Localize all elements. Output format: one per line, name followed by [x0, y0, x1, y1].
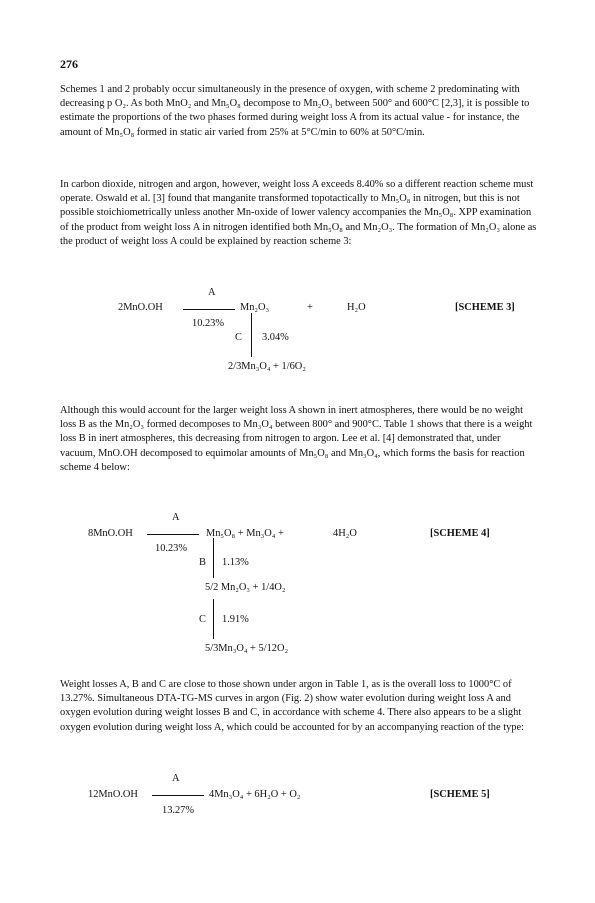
- scheme3-percent-c: 3.04%: [262, 332, 289, 343]
- scheme4-final-products: 5/3Mn₃O₄ + 5/12O₂: [205, 643, 289, 654]
- scheme4-arrow: [147, 534, 199, 535]
- scheme4-step-b: 5/2 Mn₂O₃ + 1/4O₂: [205, 582, 286, 593]
- scheme5-arrow: [152, 795, 204, 796]
- scheme3-arrow: [183, 309, 235, 310]
- scheme3-percent-a: 10.23%: [192, 318, 225, 329]
- scheme3-product-2: H₂O: [347, 302, 366, 313]
- paragraph-3: Although this would account for the larger weight loss A shown in inert atmospheres, there would be no weight loss B as the Mn₂O₃ formed decomposes to Mn₃O₄ between 800° and 900°C. Table 1 shows that there is a weight loss B in inert atmospheres, this decreasing from nitrogen to argon. Lee et al. [4] demonstrated that, under vacuum, MnO.OH decomposed to equimolar amounts of Mn₅O₈ and Mn₃O₄, which forms the basis for reaction scheme 4 below:: [60, 405, 533, 473]
- scheme5-tag: [SCHEME 5]: [430, 789, 490, 800]
- paragraph-1: Schemes 1 and 2 probably occur simultaneously in the presence of oxygen, with scheme 2 predominating with decreasing p O₂. As both MnO₂ and Mn₅O₈ decompose to Mn₂O₃ between 500° and 600°C [2,3], it is possible to estimate the proportions of the two phases formed during weight loss A from its actual value - for instance, the amount of Mn₅O₈ formed in static air varied from 25% at 5°C/min to 60% at 50°C/min.: [60, 84, 530, 138]
- scheme4-label-c: C: [199, 614, 206, 625]
- paragraph-4: Weight losses A, B and C are close to those shown under argon in Table 1, as is the overall loss to 1000°C of 13.27%. Simultaneous DTA-TG-MS curves in argon (Fig. 2) show water evolution during weight loss A and oxygen evolution during weight losses B and C, in accordance with scheme 4. There also appears to be a slight oxygen evolution during weight loss A, which could be accounted for by an accompanying reaction of the type:: [60, 679, 524, 733]
- scheme4-reactant: 8MnO.OH: [88, 528, 133, 539]
- scheme3-reactant: 2MnO.OH: [118, 302, 163, 313]
- scheme4-down-arrow-b: [213, 538, 214, 578]
- scheme4-percent-c: 1.91%: [222, 614, 249, 625]
- scheme5-percent-a: 13.27%: [162, 805, 195, 816]
- scheme4-products: Mn₅O₈ + Mn₃O₄ +: [206, 528, 284, 539]
- scheme3-label-c: C: [235, 332, 242, 343]
- scheme3-tag: [SCHEME 3]: [455, 302, 515, 313]
- scheme3-product-1: Mn₂O₃: [240, 302, 270, 313]
- scheme3-down-arrow: [251, 313, 252, 357]
- scheme4-percent-b: 1.13%: [222, 557, 249, 568]
- scheme3-final-products: 2/3Mn₃O₄ + 1/6O₂: [228, 361, 306, 372]
- scheme4-label-a: A: [172, 512, 180, 523]
- scheme3-label-a: A: [208, 287, 216, 298]
- scheme3-plus: +: [307, 302, 313, 313]
- scheme4-tag: [SCHEME 4]: [430, 528, 490, 539]
- scheme5-reactant: 12MnO.OH: [88, 789, 138, 800]
- scheme5-products: 4Mn₃O₄ + 6H₂O + O₂: [209, 789, 301, 800]
- scheme5-label-a: A: [172, 773, 180, 784]
- scheme4-percent-a: 10.23%: [155, 543, 188, 554]
- page-number: 276: [60, 57, 78, 71]
- scheme4-down-arrow-c: [213, 599, 214, 639]
- paragraph-2: In carbon dioxide, nitrogen and argon, however, weight loss A exceeds 8.40% so a different reaction scheme must operate. Oswald et al. [3] found that manganite transformed topotactically to Mn₅O₈ in nitrogen, but this is not possible stoichiometrically unless another Mn-oxide of lower valency accompanies the Mn₅O₈. XPP examination of the product from weight loss A in nitrogen identified both Mn₅O₈ and Mn₂O₃. The formation of Mn₂O₃ alone as the product of weight loss A could be explained by reaction scheme 3:: [60, 179, 537, 247]
- scheme4-label-b: B: [199, 557, 206, 568]
- scheme4-water: 4H₂O: [333, 528, 357, 539]
